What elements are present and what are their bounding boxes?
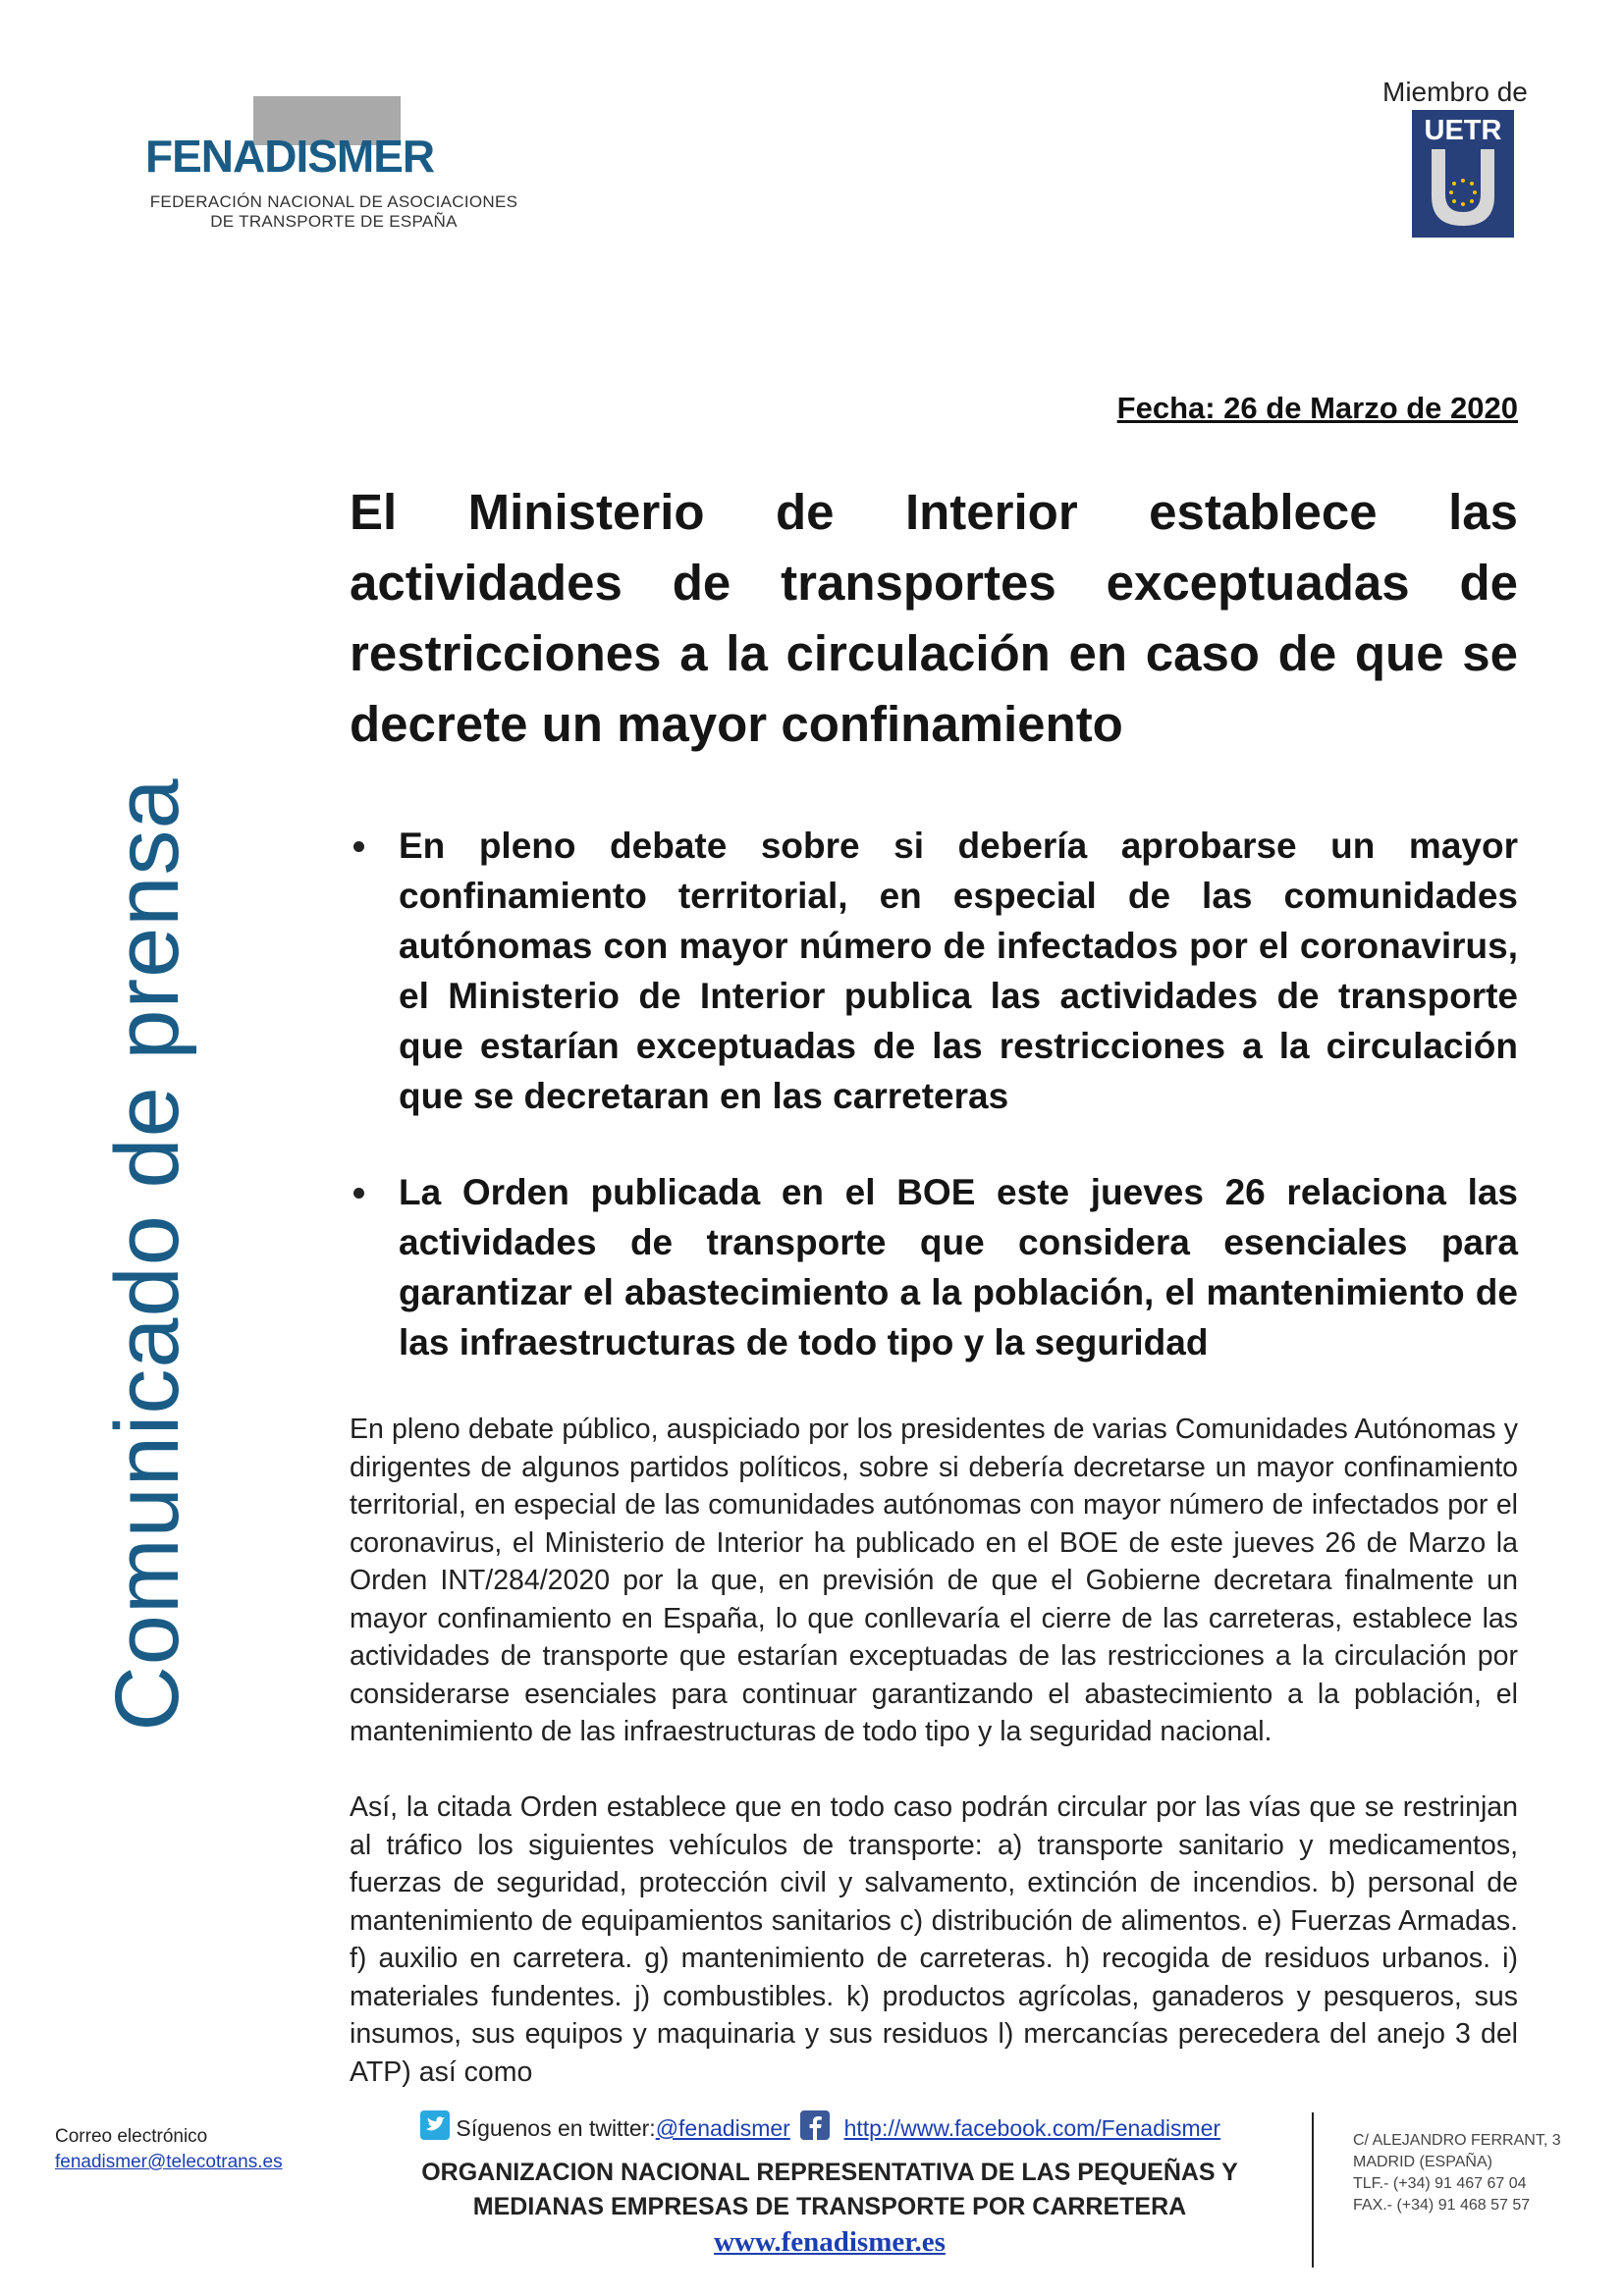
- uetr-logo: [1412, 110, 1514, 238]
- footer-email-label: Correo electrónico: [55, 2126, 208, 2147]
- highlight-list-1: [350, 821, 1518, 1121]
- logo-wordmark: FENADISMER: [145, 131, 435, 182]
- logo-subtitle: [147, 192, 520, 232]
- facebook-icon[interactable]: [800, 2110, 830, 2140]
- bullet-dot-icon: [353, 1188, 364, 1199]
- body-paragraph: Así, la citada Orden establece que en todo caso podrán circular por las vías que se restrinjan al tráfico los siguientes vehículos de transporte: a) transporte sanitario y medicamentos, fuerzas de seguridad, protección civil y salvamento, extinción de incendios. b) personal de mantenimiento de equipamientos sanitarios c) distribución de alimentos. e) Fuerzas Armadas. f) auxilio en carretera. g) mantenimiento de carreteras. h) recogida de residuos urbanos. i) materiales fundentes. j) combustibles. k) productos agrícolas, ganaderos y pesqueros, sus insumos, sus equipos y maquinaria y sus residuos l) mercancías perecedera del anejo 3 del ATP) así como: [350, 1791, 1518, 2088]
- headline: El Ministerio de Interior establece las actividades de transportes exceptuadas de restricciones a la circulación en caso de que se decrete un mayor confinamiento: [350, 484, 1518, 752]
- footer-social-row: [420, 2110, 1220, 2142]
- twitter-text: Síguenos en twitter:: [456, 2115, 656, 2141]
- highlight-bullet: [350, 821, 1518, 1121]
- logo-subtitle-line1: FEDERACIÓN NACIONAL DE ASOCIACIONES: [149, 192, 518, 211]
- body-paragraph: En pleno debate público, auspiciado por los presidentes de varias Comunidades Autónomas y dirigentes de algunos partidos políticos, sobre si debería decretarse un mayor confinamiento territorial, en especial de las comunidades autónomas con mayor número de infectados por el coronavirus, el Ministerio de Interior ha publicado en el BOE de este jueves 26 de Marzo la Orden INT/284/2020 por la que, en previsión de que el Gobierne decretara finalmente un mayor confinamiento en España, lo que conllevaría el cierre de las carreteras, establece las actividades de transporte que estarían exceptuadas de las restricciones a la circulación por considerarse esenciales para continuar garantizando el abastecimiento a la población, el mantenimiento de las infraestructuras de todo tipo y la seguridad nacional.: [350, 1414, 1518, 1747]
- footer-organization: [393, 2156, 1267, 2224]
- address-line-1: C/ ALEJANDRO FERRANT, 3: [1353, 2132, 1561, 2149]
- highlight-bullet: [350, 1167, 1518, 1367]
- uetr-logo-text: UETR: [1424, 115, 1502, 146]
- highlight-list-2: [350, 1167, 1518, 1367]
- bullet-dot-icon: [353, 841, 364, 852]
- footer-address: [1353, 2130, 1561, 2216]
- fax-number: FAX.- (+34) 91 468 57 57: [1353, 2197, 1531, 2214]
- footer-divider: [1312, 2112, 1314, 2268]
- member-label: Miembro de: [1382, 77, 1528, 107]
- footer-email-link[interactable]: fenadismer@telecotrans.es: [55, 2152, 283, 2172]
- logo-subtitle-line2: DE TRANSPORTE DE ESPAÑA: [210, 212, 458, 231]
- twitter-link[interactable]: @fenadismer: [655, 2115, 790, 2141]
- phone-number: TLF.- (+34) 91 467 67 04: [1353, 2175, 1527, 2192]
- footer-website-link[interactable]: www.fenadismer.es: [714, 2226, 946, 2258]
- facebook-link[interactable]: http://www.facebook.com/Fenadismer: [843, 2115, 1221, 2141]
- footer-org-line1: ORGANIZACION NACIONAL REPRESENTATIVA DE LAS PEQUEÑAS Y: [421, 2159, 1238, 2186]
- release-date: Fecha: 26 de Marzo de 2020: [1116, 391, 1518, 425]
- press-release-vertical-title: Comunicado de prensa: [97, 777, 197, 1732]
- footer-org-line2: MEDIANAS EMPRESAS DE TRANSPORTE POR CARRETERA: [472, 2193, 1187, 2220]
- highlight-text: En pleno debate sobre si debería aprobarse un mayor confinamiento territorial, en especial de las comunidades autónomas con mayor número de infectados por el coronavirus, el Ministerio de Interior publica las actividades de transporte que estarían exceptuadas de las restricciones a la circulación que se decretaran en las carreteras: [399, 826, 1518, 1116]
- highlight-text: La Orden publicada en el BOE este jueves 26 relaciona las actividades de transporte que considera esenciales para garantizar el abastecimiento a la población, el mantenimiento de las infraestructuras de todo tipo y la seguridad: [399, 1172, 1518, 1362]
- address-line-2: MADRID (ESPAÑA): [1353, 2154, 1492, 2170]
- twitter-icon[interactable]: [420, 2110, 450, 2140]
- fenadismer-logo: [145, 94, 518, 241]
